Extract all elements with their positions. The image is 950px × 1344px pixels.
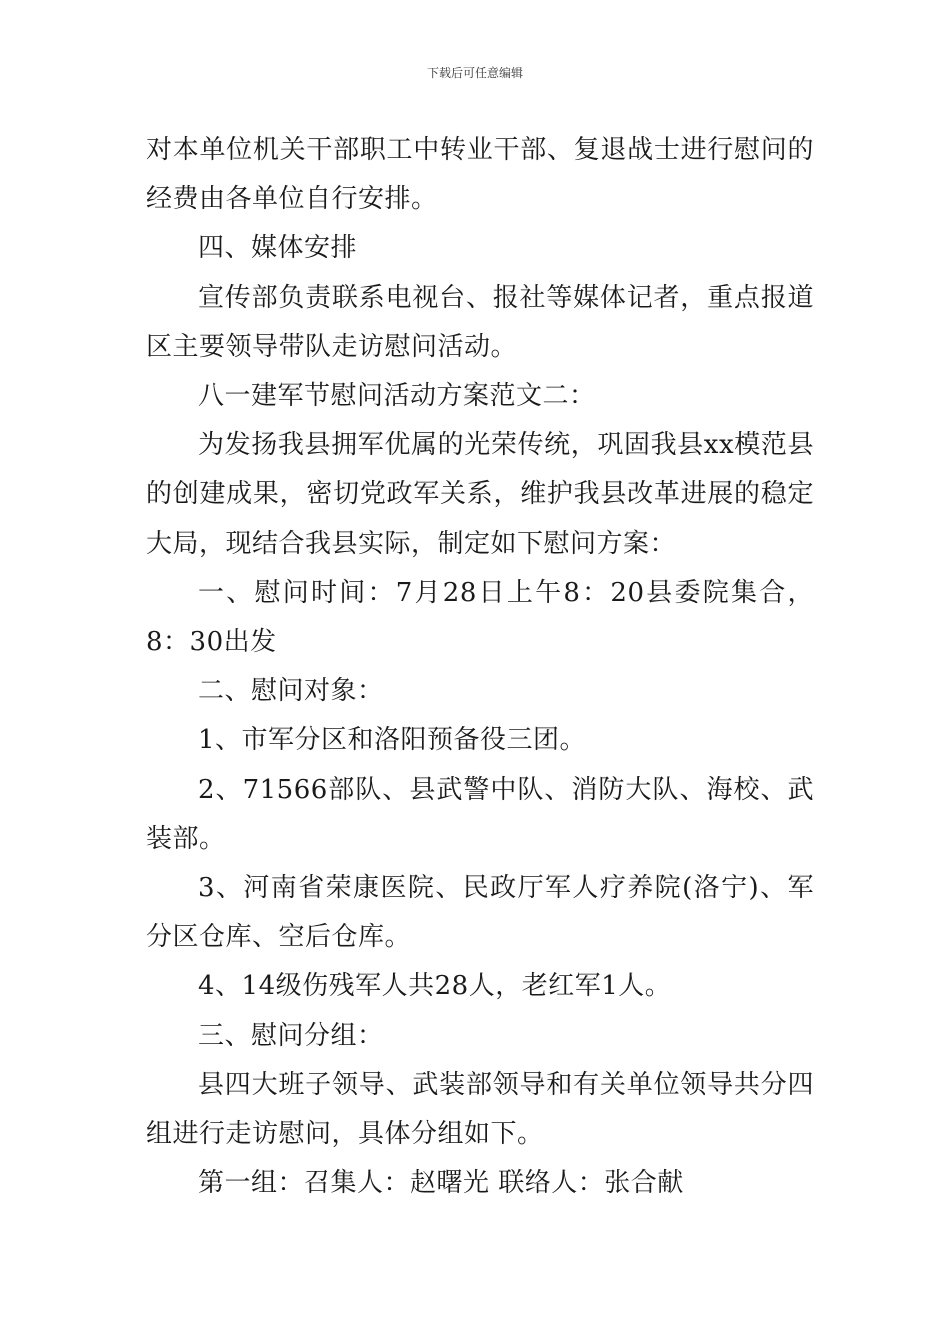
- list-item-target-3: 3、河南省荣康医院、民政厅军人疗养院(洛宁)、军分区仓库、空后仓库。: [146, 873, 814, 953]
- list-item-target-2: 2、71566部队、县武警中队、消防大队、海校、武装部。: [146, 774, 814, 854]
- paragraph-grouping-description: 县四大班子领导、武装部领导和有关单位领导共分四组进行走访慰问，具体分组如下。: [146, 1069, 814, 1150]
- paragraph-funding: 对本单位机关干部职工中转业干部、复退战士进行慰问的经费由各单位自行安排。: [146, 135, 814, 215]
- section-visit-time: 一、慰问时间：7月28日上午8：20县委院集合，8：30出发: [146, 577, 814, 658]
- section-heading-media: 四、媒体安排: [198, 233, 358, 264]
- sample-title-two: 八一建军节慰问活动方案范文二：: [198, 381, 596, 412]
- list-item-target-1: 1、市军分区和洛阳预备役三团。: [198, 725, 587, 756]
- document-body: [146, 126, 814, 1208]
- group-one-line: 第一组：召集人：赵曙光 联络人：张合献: [198, 1168, 684, 1199]
- list-item-target-4: 4、14级伤残军人共28人，老红军1人。: [198, 971, 672, 1002]
- page-header-note: 下载后可任意编辑: [426, 66, 523, 80]
- section-heading-grouping: 三、慰问分组：: [198, 1020, 384, 1051]
- paragraph-media-arrangement: 宣传部负责联系电视台、报社等媒体记者，重点报道区主要领导带队走访慰问活动。: [146, 282, 814, 362]
- paragraph-introduction: 为发扬我县拥军优属的光荣传统，巩固我县xx模范县的创建成果，密切党政军关系，维护我县改革进展的稳定大局，现结合我县实际，制定如下慰问方案：: [146, 430, 814, 559]
- section-heading-visit-targets: 二、慰问对象：: [198, 676, 384, 707]
